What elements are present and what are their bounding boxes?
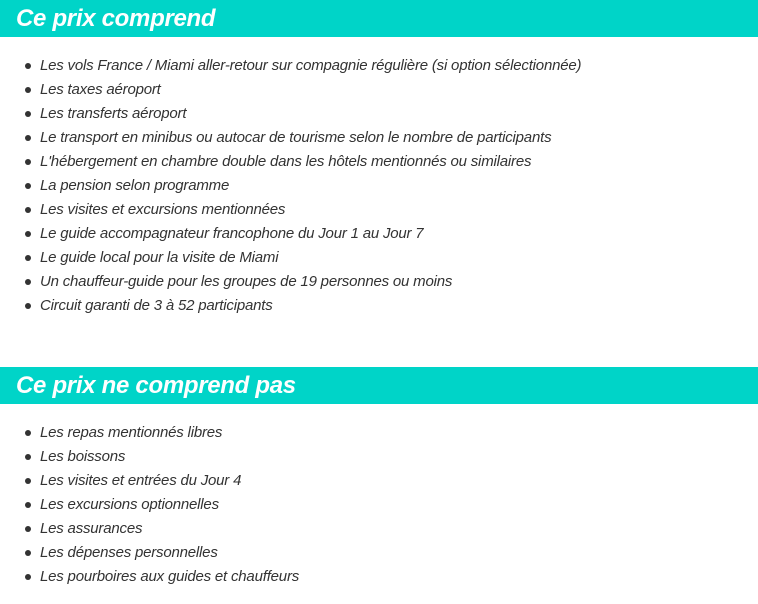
list-item-text: Les boissons <box>40 448 126 465</box>
list-item <box>0 54 758 78</box>
list-item <box>0 270 758 294</box>
bullet-icon <box>25 231 31 237</box>
bullet-icon <box>25 574 31 580</box>
list-item <box>0 222 758 246</box>
list-item <box>0 445 758 469</box>
list-item <box>0 517 758 541</box>
list-item-text: Les pourboires aux guides et chauffeurs <box>40 568 300 585</box>
list-item <box>0 174 758 198</box>
list-item <box>0 565 758 589</box>
price-excludes-section <box>0 367 758 589</box>
list-item-text: Le guide accompagnateur francophone du Jour 1 au Jour 7 <box>40 225 424 242</box>
list-item-text: L'hébergement en chambre double dans les hôtels mentionnés ou similaires <box>40 153 532 170</box>
list-item-text: Les visites et entrées du Jour 4 <box>40 472 242 489</box>
list-item-text: Les excursions optionnelles <box>40 496 219 513</box>
list-item <box>0 294 758 318</box>
list-item <box>0 102 758 126</box>
list-item-text: Les visites et excursions mentionnées <box>40 201 286 218</box>
bullet-icon <box>25 303 31 309</box>
list-item <box>0 78 758 102</box>
bullet-icon <box>25 430 31 436</box>
list-item <box>0 198 758 222</box>
list-item-text: Les vols France / Miami aller-retour sur compagnie régulière (si option sélectionnée) <box>40 57 582 74</box>
bullet-icon <box>25 526 31 532</box>
bullet-icon <box>25 87 31 93</box>
list-item-text: Circuit garanti de 3 à 52 participants <box>40 297 273 314</box>
list-item-text: Les repas mentionnés libres <box>40 424 223 441</box>
bullet-icon <box>25 207 31 213</box>
bullet-icon <box>25 478 31 484</box>
price-includes-header <box>0 0 758 37</box>
list-item <box>0 541 758 565</box>
bullet-icon <box>25 135 31 141</box>
list-item <box>0 421 758 445</box>
bullet-icon <box>25 454 31 460</box>
list-item-text: Les assurances <box>40 520 143 537</box>
bullet-icon <box>25 63 31 69</box>
list-item-text: Les transferts aéroport <box>40 105 187 122</box>
bullet-icon <box>25 255 31 261</box>
list-item-text: Le transport en minibus ou autocar de tourisme selon le nombre de participants <box>40 129 552 146</box>
list-item <box>0 126 758 150</box>
price-excludes-list <box>0 404 758 589</box>
list-item-text: Un chauffeur-guide pour les groupes de 19 personnes ou moins <box>40 273 453 290</box>
bullet-icon <box>25 111 31 117</box>
bullet-icon <box>25 183 31 189</box>
list-item <box>0 469 758 493</box>
bullet-icon <box>25 279 31 285</box>
bullet-icon <box>25 502 31 508</box>
list-item <box>0 493 758 517</box>
price-includes-title: Ce prix comprend <box>16 5 216 32</box>
bullet-icon <box>25 159 31 165</box>
list-item-text: Le guide local pour la visite de Miami <box>40 249 279 266</box>
bullet-icon <box>25 550 31 556</box>
price-includes-list <box>0 37 758 318</box>
list-item-text: Les taxes aéroport <box>40 81 161 98</box>
list-item-text: La pension selon programme <box>40 177 230 194</box>
list-item <box>0 246 758 270</box>
list-item <box>0 150 758 174</box>
price-excludes-title: Ce prix ne comprend pas <box>16 372 296 399</box>
list-item-text: Les dépenses personnelles <box>40 544 218 561</box>
price-excludes-header <box>0 367 758 404</box>
